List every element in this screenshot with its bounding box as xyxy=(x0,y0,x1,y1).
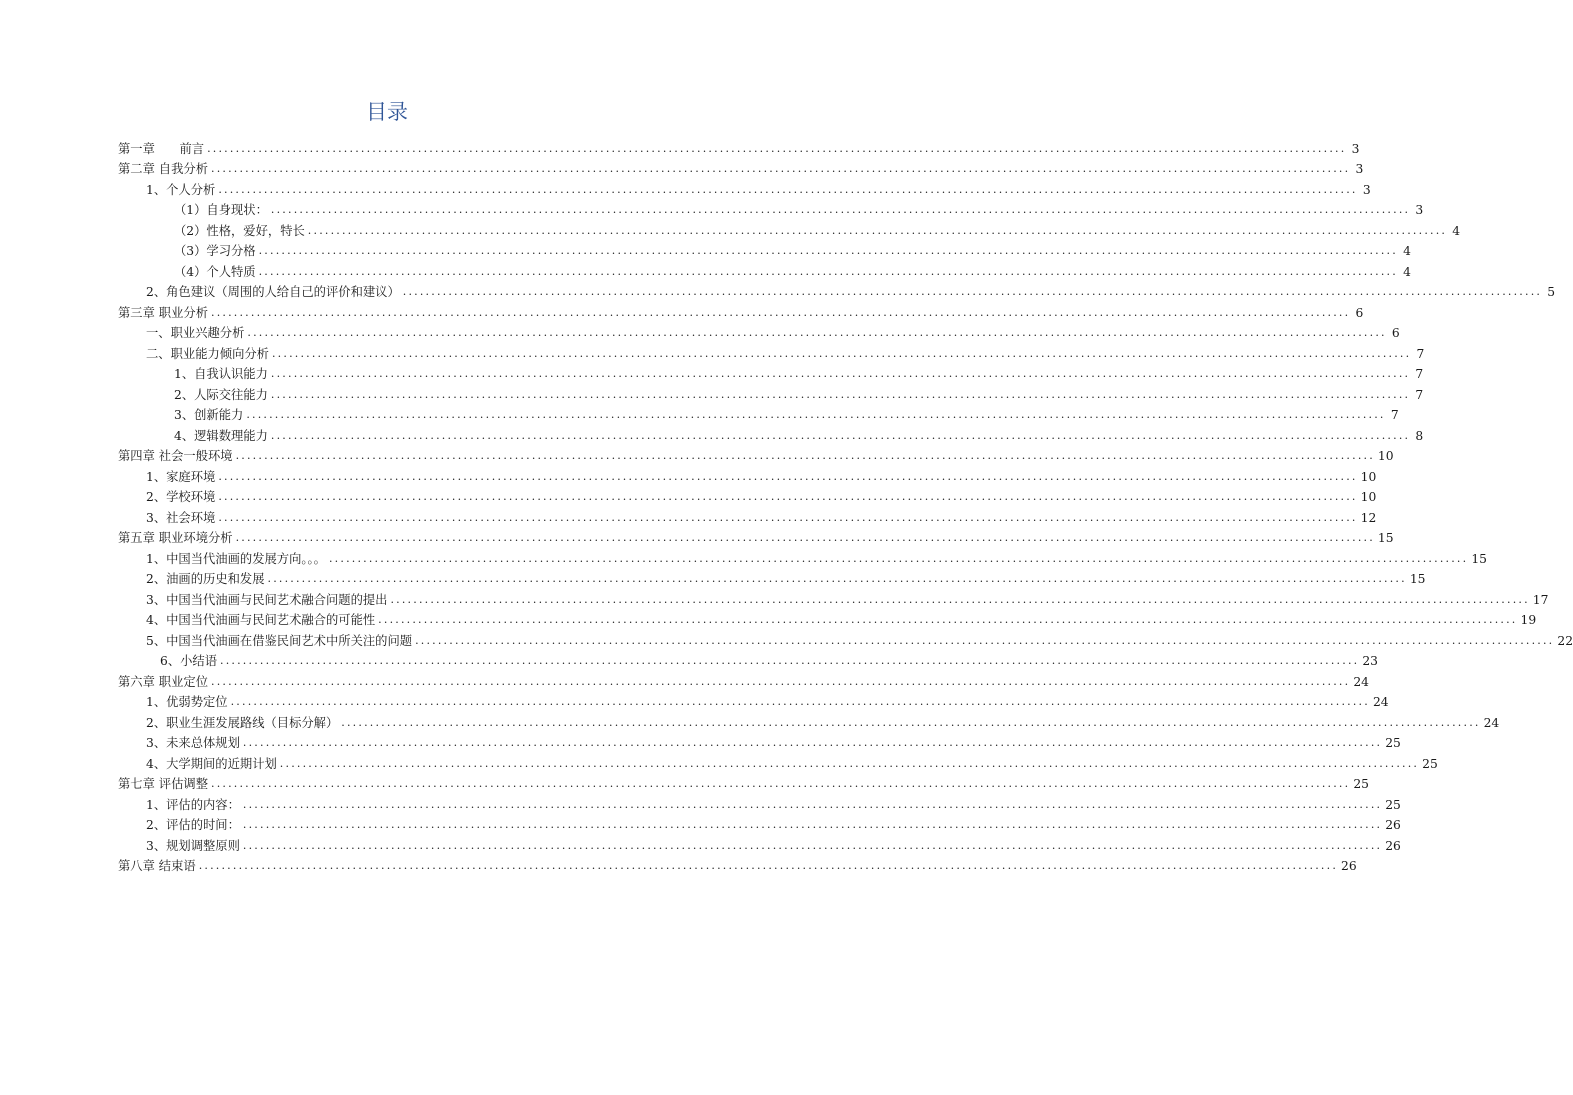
toc-leader-dots: ........................................................................................................................................................................................................ xyxy=(271,346,1412,360)
toc-entry-page: 3 xyxy=(1351,141,1360,156)
toc-leader-dots: ........................................................................................................................................................................................................ xyxy=(242,838,1383,852)
toc-entry-page: 15 xyxy=(1377,531,1394,545)
toc-entry-page: 19 xyxy=(1520,613,1537,627)
toc-entry[interactable] xyxy=(118,321,1400,342)
toc-title: 目录 xyxy=(366,100,408,124)
toc-entry[interactable] xyxy=(118,854,1357,875)
toc-leader-dots: ........................................................................................................................................................................................................ xyxy=(270,428,1411,442)
toc-entry[interactable] xyxy=(118,177,1371,198)
toc-entry[interactable] xyxy=(118,731,1401,752)
toc-entry-page: 3 xyxy=(1355,162,1364,176)
toc-entry-title: 第四章 社会一般环境 xyxy=(118,449,233,463)
toc-leader-dots: ........................................................................................................................................................................................................ xyxy=(267,572,1407,585)
toc-entry-page: 5 xyxy=(1547,285,1556,299)
toc-leader-dots: ........................................................................................................................................................................................................ xyxy=(242,818,1383,831)
toc-entry-title: 2、角色建议（周围的人给自己的评价和建议） xyxy=(146,285,400,299)
toc-entry-page: 10 xyxy=(1360,469,1377,484)
toc-entry[interactable] xyxy=(118,444,1394,465)
toc-leader-dots: ........................................................................................................................................................................................................ xyxy=(328,551,1469,565)
toc-entry[interactable] xyxy=(118,567,1426,588)
toc-entry-title: 1、中国当代油画的发展方向。。。 xyxy=(146,551,326,566)
toc-entry-title: 第六章 职业定位 xyxy=(118,674,208,689)
toc-entry-title: 2、学校环境 xyxy=(146,490,216,504)
toc-leader-dots: ........................................................................................................................................................................................................ xyxy=(218,510,1358,524)
toc-entry[interactable] xyxy=(118,300,1364,321)
toc-leader-dots: ........................................................................................................................................................................................................ xyxy=(307,223,1448,237)
toc-leader-dots: ........................................................................................................................................................................................................ xyxy=(242,797,1383,811)
toc-leader-dots: ........................................................................................................................................................................................................ xyxy=(242,736,1383,749)
toc-leader-dots: ........................................................................................................................................................................................................ xyxy=(270,203,1411,216)
toc-entry[interactable] xyxy=(118,259,1411,280)
toc-entry-page: 7 xyxy=(1390,408,1399,422)
toc-entry-page: 24 xyxy=(1353,674,1369,689)
toc-entry-title: 1、家庭环境 xyxy=(146,469,216,484)
toc-entry-page: 24 xyxy=(1483,715,1500,730)
toc-leader-dots: ........................................................................................................................................................................................................ xyxy=(378,613,1518,626)
toc-entry-page: 4 xyxy=(1403,244,1411,258)
toc-entry-page: 10 xyxy=(1377,449,1394,463)
toc-entry-page: 10 xyxy=(1360,490,1377,504)
toc-entry[interactable] xyxy=(118,464,1377,485)
toc-entry-title: 1、评估的内容： xyxy=(146,797,240,812)
toc-entry-page: 3 xyxy=(1415,203,1424,217)
toc-entry[interactable] xyxy=(118,198,1424,219)
toc-leader-dots: ........................................................................................................................................................................................................ xyxy=(218,490,1358,503)
toc-entry-page: 26 xyxy=(1385,818,1401,832)
toc-entry-title: 一、职业兴趣分析 xyxy=(146,326,245,340)
toc-entry-title: 2、评估的时间： xyxy=(146,818,240,832)
toc-entry-title: 6、小结语 xyxy=(160,654,218,668)
toc-entry[interactable] xyxy=(118,280,1556,301)
toc-entry-page: 12 xyxy=(1360,510,1377,525)
toc-leader-dots: ........................................................................................................................................................................................................ xyxy=(235,449,1375,462)
toc-entry[interactable] xyxy=(118,751,1438,772)
toc-entry[interactable] xyxy=(118,792,1401,813)
toc-leader-dots: ........................................................................................................................................................................................................ xyxy=(270,387,1411,401)
toc-leader-dots: ........................................................................................................................................................................................................ xyxy=(218,469,1358,483)
toc-entry-title: （4）个人特质 xyxy=(174,264,256,279)
toc-leader-dots: ........................................................................................................................................................................................................ xyxy=(279,756,1420,770)
toc-leader-dots: ........................................................................................................................................................................................................ xyxy=(207,141,1347,155)
toc-entry[interactable] xyxy=(118,833,1401,854)
toc-leader-dots: ........................................................................................................................................................................................................ xyxy=(246,408,1386,421)
toc-entry[interactable] xyxy=(118,526,1394,547)
toc-leader-dots: ........................................................................................................................................................................................................ xyxy=(211,777,1351,790)
toc-entry-title: 1、优弱势定位 xyxy=(146,695,228,709)
toc-leader-dots: ........................................................................................................................................................................................................ xyxy=(415,633,1555,647)
toc-entry[interactable] xyxy=(118,239,1411,260)
toc-entry[interactable] xyxy=(118,546,1487,567)
toc-entry-page: 4 xyxy=(1403,264,1411,279)
toc-leader-dots: ........................................................................................................................................................................................................ xyxy=(402,285,1543,298)
toc-leader-dots: ........................................................................................................................................................................................................ xyxy=(211,162,1351,175)
toc-entry[interactable] xyxy=(118,218,1461,239)
toc-entry-page: 7 xyxy=(1415,387,1424,402)
toc-entry-page: 7 xyxy=(1416,346,1425,361)
toc-entry-page: 23 xyxy=(1362,654,1378,668)
toc-entry-page: 6 xyxy=(1391,326,1400,340)
toc-leader-dots: ........................................................................................................................................................................................................ xyxy=(235,531,1375,544)
toc-leader-dots: ........................................................................................................................................................................................................ xyxy=(230,695,1370,708)
toc-entry-page: 25 xyxy=(1353,777,1369,791)
toc-entry-page: 15 xyxy=(1471,551,1487,566)
toc-entry-title: 第七章 评估调整 xyxy=(118,777,208,791)
toc-entry-title: 1、自我认识能力 xyxy=(174,367,268,381)
toc-leader-dots: ........................................................................................................................................................................................................ xyxy=(258,244,1398,257)
toc-entry[interactable] xyxy=(118,628,1573,649)
toc-entry[interactable] xyxy=(118,608,1537,629)
toc-entry-title: （1）自身现状： xyxy=(174,203,268,217)
toc-entry-title: 4、中国当代油画与民间艺术融合的可能性 xyxy=(146,613,376,627)
toc-entry-title: 第一章 前言 xyxy=(118,141,205,156)
toc-entry[interactable] xyxy=(118,485,1377,506)
toc-entry-title: （2）性格，爱好，特长 xyxy=(174,223,305,238)
toc-entry-page: 26 xyxy=(1341,859,1357,873)
toc-entry-page: 6 xyxy=(1355,305,1364,320)
toc-entry-title: 第二章 自我分析 xyxy=(118,162,208,176)
toc-leader-dots: ........................................................................................................................................................................................................ xyxy=(198,859,1339,872)
toc-entry-title: 2、人际交往能力 xyxy=(174,387,268,402)
toc-entry[interactable] xyxy=(118,710,1500,731)
toc-leader-dots: ........................................................................................................................................................................................................ xyxy=(341,715,1481,729)
toc-entry[interactable] xyxy=(118,669,1369,690)
toc-entry-title: 第八章 结束语 xyxy=(118,859,196,873)
toc-entry-title: 4、大学期间的近期计划 xyxy=(146,756,277,771)
toc-entry-page: 4 xyxy=(1452,223,1461,238)
toc-leader-dots: ........................................................................................................................................................................................................ xyxy=(211,305,1351,319)
toc-entry-title: 3、中国当代油画与民间艺术融合问题的提出 xyxy=(146,592,388,607)
toc-entry[interactable] xyxy=(118,136,1360,157)
toc-entry-page: 8 xyxy=(1415,428,1424,443)
toc-entry-page: 25 xyxy=(1385,736,1401,750)
toc-entry[interactable] xyxy=(118,157,1364,178)
toc-entry-title: 第三章 职业分析 xyxy=(118,305,208,320)
toc-entry[interactable] xyxy=(118,341,1425,362)
toc-entry-page: 25 xyxy=(1422,756,1438,771)
toc-entry-page: 7 xyxy=(1415,367,1424,381)
toc-entry[interactable] xyxy=(118,813,1401,834)
toc-leader-dots: ........................................................................................................................................................................................................ xyxy=(390,592,1530,606)
toc-entry-title: 3、社会环境 xyxy=(146,510,216,525)
toc-entry[interactable] xyxy=(118,423,1424,444)
toc-entry[interactable] xyxy=(118,649,1378,670)
toc-entry-page: 17 xyxy=(1532,592,1549,607)
toc-entry[interactable] xyxy=(118,382,1424,403)
toc-leader-dots: ........................................................................................................................................................................................................ xyxy=(218,182,1358,196)
toc-entry-title: 4、逻辑数理能力 xyxy=(174,428,268,443)
toc-entry-title: 3、规划调整原则 xyxy=(146,838,240,853)
toc-entry-title: （3）学习分格 xyxy=(174,244,256,258)
toc-entry-page: 22 xyxy=(1557,633,1573,648)
toc-entry-title: 2、油画的历史和发展 xyxy=(146,572,265,586)
toc-entry-page: 24 xyxy=(1372,695,1389,709)
toc-entry-title: 1、个人分析 xyxy=(146,182,216,197)
toc-entry[interactable] xyxy=(118,587,1549,608)
toc-entry-page: 3 xyxy=(1362,182,1371,197)
toc-leader-dots: ........................................................................................................................................................................................................ xyxy=(258,264,1398,278)
toc-leader-dots: ........................................................................................................................................................................................................ xyxy=(270,367,1411,380)
table-of-contents xyxy=(118,136,1573,874)
toc-entry-page: 26 xyxy=(1385,838,1401,853)
toc-entry[interactable] xyxy=(118,362,1424,383)
toc-entry[interactable] xyxy=(118,403,1399,424)
toc-entry-title: 第五章 职业环境分析 xyxy=(118,531,233,545)
toc-entry-title: 2、职业生涯发展路线（目标分解） xyxy=(146,715,339,730)
toc-leader-dots: ........................................................................................................................................................................................................ xyxy=(220,654,1360,667)
toc-entry[interactable] xyxy=(118,505,1377,526)
toc-entry-title: 5、中国当代油画在借鉴民间艺术中所关注的问题 xyxy=(146,633,413,648)
toc-entry-page: 25 xyxy=(1385,797,1401,812)
toc-entry-title: 3、创新能力 xyxy=(174,408,244,422)
toc-entry-title: 3、未来总体规划 xyxy=(146,736,240,750)
toc-leader-dots: ........................................................................................................................................................................................................ xyxy=(211,674,1351,688)
toc-entry-title: 二、职业能力倾向分析 xyxy=(146,346,269,361)
toc-entry[interactable] xyxy=(118,690,1389,711)
toc-entry-page: 15 xyxy=(1409,572,1426,586)
toc-entry[interactable] xyxy=(118,772,1369,793)
toc-leader-dots: ........................................................................................................................................................................................................ xyxy=(247,326,1387,339)
